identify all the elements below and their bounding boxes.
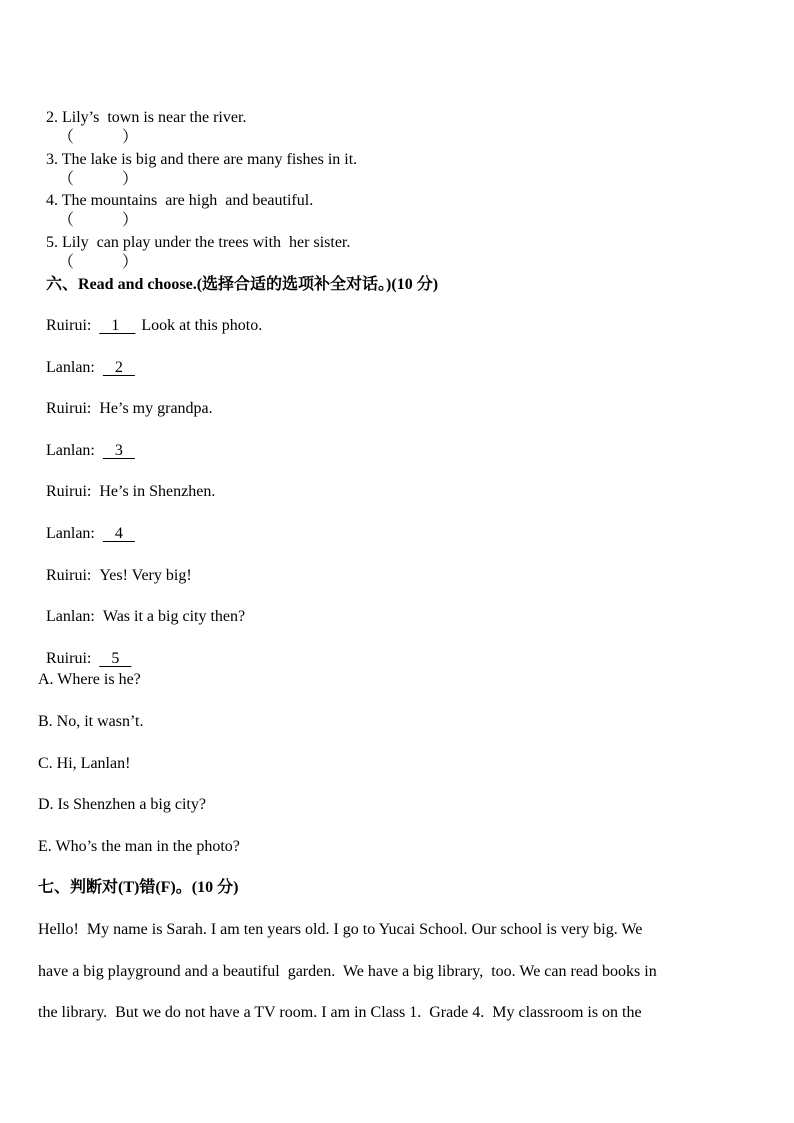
speaker: Lanlan:: [46, 442, 95, 459]
section-number: 六、: [46, 276, 79, 293]
section-title: Read and choose.: [78, 276, 197, 293]
dialogue-line-2: [38, 338, 135, 378]
speaker: Ruirui:: [46, 567, 92, 584]
answer-parentheses[interactable]: （ ）: [58, 212, 139, 229]
dialogue-text: Was it a big city then?: [102, 608, 246, 625]
speaker: Lanlan:: [46, 525, 95, 542]
section-6-heading: [38, 255, 438, 295]
speaker: Lanlan:: [46, 359, 95, 376]
tf-item-text: 5. Lily can play under the trees with her sister.: [46, 234, 351, 251]
speaker: Ruirui:: [46, 317, 92, 334]
answer-parentheses[interactable]: （ ）: [58, 129, 139, 146]
passage-line-1: Hello! My name is Sarah. I am ten years old. I go to Yucai School. Our school is very big. We: [38, 921, 643, 938]
dialogue-line-1: [38, 296, 262, 336]
option-c: C. Hi, Lanlan!: [38, 755, 131, 772]
dialogue-line-6: [38, 504, 135, 544]
speaker: Lanlan:: [46, 608, 95, 625]
section-instruction: (选择合适的选项补全对话。)(10 分): [196, 276, 439, 293]
section-7-heading: 七、判断对(T)错(F)。(10 分): [38, 879, 239, 896]
dialogue-line-5: [38, 462, 215, 502]
answer-blank[interactable]: 1: [99, 317, 136, 334]
option-e: E. Who’s the man in the photo?: [38, 838, 240, 855]
answer-blank[interactable]: 2: [102, 359, 135, 376]
answer-blank[interactable]: 3: [102, 442, 135, 459]
dialogue-text: Yes! Very big!: [99, 567, 192, 584]
dialogue-line-7: [38, 546, 192, 586]
dialogue-text: He’s in Shenzhen.: [99, 483, 216, 500]
dialogue-text: He’s my grandpa.: [99, 400, 213, 417]
tf-item-text: 4. The mountains are high and beautiful.: [46, 192, 314, 209]
speaker: Ruirui:: [46, 650, 92, 667]
speaker: Ruirui:: [46, 483, 92, 500]
dialogue-line-9: [38, 629, 131, 669]
answer-parentheses[interactable]: （ ）: [58, 254, 139, 271]
dialogue-line-8: [38, 587, 245, 627]
passage-line-3: the library. But we do not have a TV room. I am in Class 1. Grade 4. My classroom is on the: [38, 1004, 642, 1021]
tf-item-text: 3. The lake is big and there are many fishes in it.: [46, 151, 358, 168]
passage-line-2: have a big playground and a beautiful garden. We have a big library, too. We can read books in: [38, 963, 657, 980]
speaker: Ruirui:: [46, 400, 92, 417]
answer-parentheses[interactable]: （ ）: [58, 171, 139, 188]
dialogue-text: Look at this photo.: [141, 317, 263, 334]
dialogue-line-3: [38, 379, 213, 419]
tf-item-text: 2. Lily’s town is near the river.: [46, 109, 247, 126]
option-b: B. No, it wasn’t.: [38, 713, 144, 730]
option-d: D. Is Shenzhen a big city?: [38, 796, 206, 813]
answer-blank[interactable]: 5: [99, 650, 132, 667]
answer-blank[interactable]: 4: [102, 525, 135, 542]
option-a: A. Where is he?: [38, 671, 141, 688]
dialogue-line-4: [38, 421, 135, 461]
